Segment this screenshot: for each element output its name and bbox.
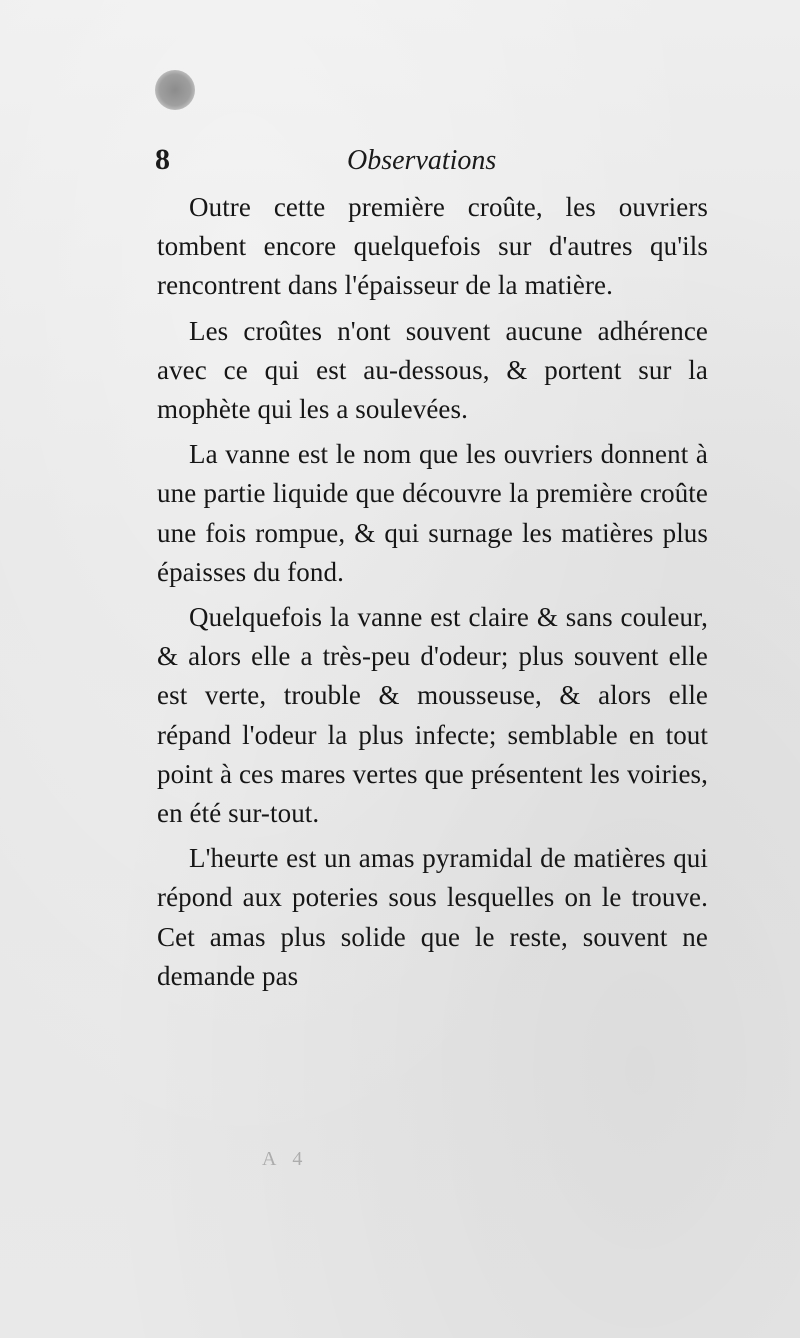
ink-stain xyxy=(155,70,195,110)
paragraph: Les croûtes n'ont souvent aucune adhérence avec ce qui est au-dessous, & portent sur la mophète qui les a soulevées. xyxy=(157,315,708,425)
body-text xyxy=(157,188,708,1002)
paragraph: Outre cette première croûte, les ouvriers tombent encore quelquefois sur d'autres qu'ils rencontrent dans l'épaisseur de la matière. xyxy=(157,192,708,301)
page-header xyxy=(155,143,715,183)
running-title: Observations xyxy=(347,145,497,176)
paragraph: Quelquefois la vanne est claire & sans couleur, & alors elle a très-peu d'odeur; plus souvent elle est verte, trouble & mousseuse, & alors elle répand l'odeur la plus infecte; semblable en tout point à ces mares vertes que présentent les voiries, en été sur-tout. xyxy=(157,602,708,829)
page-number: 8 xyxy=(155,143,170,176)
paragraph: La vanne est le nom que les ouvriers donnent à une partie liquide que découvre la première croûte une fois rompue, & qui surnage les matières plus épaisses du fond. xyxy=(157,439,708,587)
printer-signature-mark: A 4 xyxy=(262,1148,309,1170)
paragraph: L'heurte est un amas pyramidal de matières qui répond aux poteries sous lesquelles on le trouve. Cet amas plus solide que le reste, souvent ne demande pas xyxy=(157,843,708,991)
